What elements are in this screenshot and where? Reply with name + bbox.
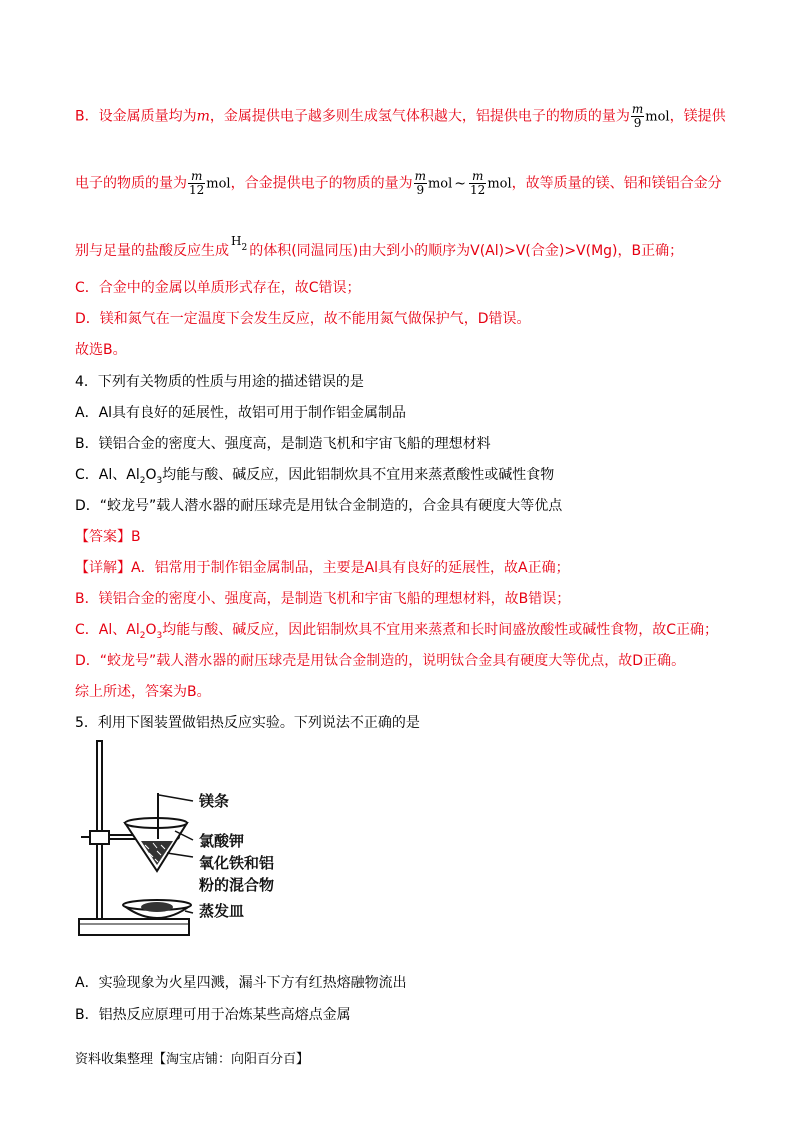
analysis-b-line2 — [75, 170, 722, 197]
fraction-denominator: 9 — [633, 116, 642, 130]
label-potassium-chlorate: 氯酸钾 — [199, 832, 245, 850]
q4-detail-c — [75, 620, 718, 646]
q4-answer: 【答案】B — [75, 529, 141, 545]
formula-subscript: 2 — [139, 630, 146, 641]
variable-m: m — [196, 108, 210, 125]
leader-line — [167, 853, 193, 857]
option-text: O — [145, 467, 157, 483]
formula-subscript: 2 — [139, 475, 146, 486]
fraction-numerator: m — [469, 170, 486, 184]
page-footer: 资料收集整理【淘宝店铺：向阳百分百】 — [75, 1052, 310, 1067]
analysis-b-line3 — [75, 234, 684, 266]
analysis-text: ，金属提供电子越多则生成氢气体积越大，铝提供电子的物质的量为 — [209, 108, 630, 125]
q4-option-a: A．Al具有良好的延展性，故铝可用于制作铝金属制品 — [75, 405, 407, 421]
fraction-m-over-12 — [469, 170, 486, 197]
fraction-m-over-9 — [631, 103, 644, 130]
analysis-c: C．合金中的金属以单质形式存在，故C错误； — [75, 280, 361, 296]
analysis-text: ，合金提供电子的物质的量为 — [230, 175, 413, 192]
label-mixture-line1: 氧化铁和铝 — [199, 854, 275, 872]
q4-option-c — [75, 465, 554, 491]
q5-option-a: A．实验现象为火星四溅，漏斗下方有红热熔融物流出 — [75, 975, 407, 991]
label-mixture-line2: 粉的混合物 — [199, 876, 275, 894]
formula-subscript: 3 — [156, 630, 163, 641]
fraction-denominator: 12 — [189, 183, 205, 197]
option-text: 均能与酸、碱反应，因此铝制炊具不宜用来蒸煮酸性或碱性食物 — [162, 467, 555, 483]
analysis-d: D．镁和氮气在一定温度下会发生反应，故不能用氮气做保护气，D错误。 — [75, 311, 531, 327]
analysis-text: 的体积(同温同压)由大到小的顺序为V(Al)>V(合金)>V(Mg)，B正确； — [249, 243, 684, 259]
analysis-text: B．设金属质量均为 — [75, 108, 197, 125]
unit-mol: mol — [645, 109, 670, 125]
leader-line — [185, 911, 193, 913]
fraction-denominator: 12 — [470, 183, 486, 197]
analysis-text: ，故等质量的镁、铝和镁铝合金分 — [511, 175, 722, 192]
unit-mol: mol — [487, 176, 512, 192]
label-magnesium-strip: 镁条 — [199, 792, 230, 810]
analysis-b-line1 — [75, 103, 726, 130]
fraction-numerator: m — [414, 169, 426, 183]
detail-text: C．Al、Al — [75, 622, 140, 638]
analysis-text: ，镁提供 — [669, 108, 726, 125]
q4-detail-b: B．镁铝合金的密度小、强度高，是制造飞机和宇宙飞船的理想材料，故B错误； — [75, 591, 571, 607]
formula-h2 — [231, 234, 248, 254]
q4-option-d: D．“蛟龙号”载人潜水器的耐压球壳是用钛合金制造的，合金具有硬度大等优点 — [75, 498, 563, 514]
q4-stem: 4．下列有关物质的性质与用途的描述错误的是 — [75, 374, 364, 390]
q4-option-b: B．镁铝合金的密度大、强度高，是制造飞机和宇宙飞船的理想材料 — [75, 436, 491, 452]
q4-summary: 综上所述，答案为B。 — [75, 684, 211, 700]
formula-subscript: 3 — [156, 475, 163, 486]
detail-text: 均能与酸、碱反应，因此铝制炊具不宜用来蒸煮和长时间盛放酸性或碱性食物，故C正确； — [162, 622, 718, 638]
fraction-m-over-12 — [188, 170, 205, 197]
thermite-apparatus-figure — [75, 735, 315, 945]
fraction-m-over-9 — [414, 170, 427, 197]
fraction-denominator: 9 — [416, 183, 425, 197]
analysis-text: 别与足量的盐酸反应生成 — [75, 243, 229, 259]
q4-detail-d: D．“蛟龙号”载人潜水器的耐压球壳是用钛合金制造的，说明钛合金具有硬度大等优点，故D正确。 — [75, 653, 686, 669]
label-evaporating-dish: 蒸发皿 — [199, 902, 245, 920]
apparatus-drawing — [75, 735, 315, 945]
fraction-numerator: m — [631, 102, 644, 116]
analysis-conclusion: 故选B。 — [75, 342, 127, 358]
q5-option-b: B．铝热反应原理可用于冶炼某些高熔点金属 — [75, 1007, 351, 1023]
unit-mol: mol — [427, 176, 453, 192]
q4-detail-a: 【详解】A．铝常用于制作铝金属制品，主要是Al具有良好的延展性，故A正确； — [75, 560, 570, 576]
analysis-text: 电子的物质的量为 — [75, 175, 187, 192]
tilde-sign: ~ — [454, 175, 467, 192]
formula-subscript: 2 — [241, 243, 248, 254]
q5-stem: 5．利用下图装置做铝热反应实验。下列说法不正确的是 — [75, 715, 420, 731]
funnel-rim — [125, 818, 187, 828]
stand-base — [79, 919, 189, 935]
fraction-numerator: m — [188, 170, 205, 184]
leader-line — [159, 795, 193, 801]
formula-main: H — [231, 234, 242, 248]
sand-in-dish — [141, 902, 173, 912]
unit-mol: mol — [206, 176, 231, 192]
clamp-boss — [90, 831, 109, 844]
detail-text: O — [145, 622, 157, 638]
option-text: C．Al、Al — [75, 467, 140, 483]
